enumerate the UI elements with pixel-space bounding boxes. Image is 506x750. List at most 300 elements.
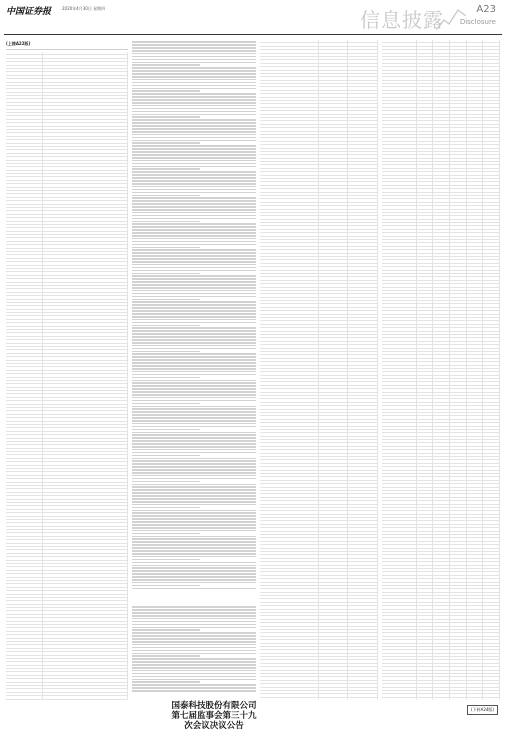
table-cell xyxy=(43,533,128,535)
table-cell xyxy=(483,488,500,490)
table-cell xyxy=(433,508,450,510)
table-cell xyxy=(467,620,484,622)
table-cell xyxy=(433,481,450,483)
table-cell xyxy=(467,474,484,476)
table-cell xyxy=(417,135,434,137)
text-line xyxy=(132,466,256,468)
table-cell xyxy=(382,145,417,147)
table-cell xyxy=(433,542,450,544)
table-cell xyxy=(348,182,378,184)
table-cell xyxy=(43,181,128,183)
table-cell xyxy=(450,627,467,629)
table-cell xyxy=(260,477,319,479)
table-cell xyxy=(260,176,319,178)
table-cell xyxy=(483,94,500,96)
table-cell xyxy=(6,683,43,685)
table-cell xyxy=(483,521,500,523)
table-cell xyxy=(483,291,500,293)
table-cell xyxy=(483,555,500,557)
table-cell xyxy=(433,664,450,666)
table-cell xyxy=(348,135,378,137)
table-cell xyxy=(348,247,378,249)
table-cell xyxy=(319,284,349,286)
text-line xyxy=(132,226,256,228)
table-cell xyxy=(319,87,349,89)
table-cell xyxy=(348,230,378,232)
table-cell xyxy=(382,447,417,449)
table-cell xyxy=(483,369,500,371)
table-cell xyxy=(348,243,378,245)
text-line xyxy=(132,327,256,329)
table-cell xyxy=(382,54,417,56)
table-cell xyxy=(348,104,378,106)
table-cell xyxy=(6,466,43,468)
text-line xyxy=(132,154,256,156)
table-cell xyxy=(382,257,417,259)
table-cell xyxy=(417,610,434,612)
table-cell xyxy=(467,440,484,442)
table-cell xyxy=(319,206,349,208)
text-line xyxy=(132,351,200,353)
table-cell xyxy=(483,159,500,161)
table-cell xyxy=(348,172,378,174)
table-cell xyxy=(467,254,484,256)
table-cell xyxy=(6,550,43,552)
table-cell xyxy=(382,193,417,195)
text-line xyxy=(132,90,200,92)
table-cell xyxy=(43,330,128,332)
table-cell xyxy=(417,179,434,181)
table-cell xyxy=(433,308,450,310)
table-cell xyxy=(417,457,434,459)
table-cell xyxy=(6,439,43,441)
table-cell xyxy=(433,250,450,252)
table-cell xyxy=(417,437,434,439)
table-cell xyxy=(348,281,378,283)
table-cell xyxy=(348,338,378,340)
text-line xyxy=(132,475,256,477)
table-cell xyxy=(348,586,378,588)
table-cell xyxy=(348,335,378,337)
text-line xyxy=(132,96,256,98)
table-cell xyxy=(260,210,319,212)
text-line xyxy=(132,374,256,376)
table-cell xyxy=(43,59,128,61)
table-cell xyxy=(417,226,434,228)
table-cell xyxy=(43,479,128,481)
table-cell xyxy=(382,484,417,486)
table-cell xyxy=(433,532,450,534)
text-line xyxy=(132,478,256,480)
table-cell xyxy=(433,67,450,69)
table-cell xyxy=(382,694,417,696)
table-cell xyxy=(6,537,43,539)
table-cell xyxy=(260,386,319,388)
table-cell xyxy=(260,193,319,195)
text-line xyxy=(132,209,256,211)
table-cell xyxy=(382,389,417,391)
table-cell xyxy=(6,276,43,278)
table-cell xyxy=(319,369,349,371)
table-cell xyxy=(382,288,417,290)
table-cell xyxy=(43,215,128,217)
table-cell xyxy=(319,410,349,412)
table-cell xyxy=(6,422,43,424)
table-cell xyxy=(467,223,484,225)
table-cell xyxy=(483,698,500,700)
table-cell xyxy=(348,321,378,323)
table-cell xyxy=(260,366,319,368)
table-cell xyxy=(450,596,467,598)
table-cell xyxy=(6,120,43,122)
table-cell xyxy=(260,566,319,568)
table-cell xyxy=(483,111,500,113)
table-cell xyxy=(483,165,500,167)
table-cell xyxy=(348,532,378,534)
table-cell xyxy=(467,657,484,659)
text-line xyxy=(132,670,256,672)
text-line xyxy=(132,394,256,396)
table-cell xyxy=(6,527,43,529)
table-cell xyxy=(483,359,500,361)
table-cell xyxy=(433,288,450,290)
text-line xyxy=(132,44,256,46)
table-cell xyxy=(319,288,349,290)
table-cell xyxy=(483,667,500,669)
table-cell xyxy=(483,155,500,157)
table-cell xyxy=(319,491,349,493)
table-cell xyxy=(433,623,450,625)
table-cell xyxy=(483,196,500,198)
table-cell xyxy=(433,393,450,395)
table-cell xyxy=(260,362,319,364)
table-cell xyxy=(467,230,484,232)
table-cell xyxy=(348,694,378,696)
table-cell xyxy=(260,237,319,239)
table-cell xyxy=(417,613,434,615)
table-cell xyxy=(450,657,467,659)
table-cell xyxy=(450,250,467,252)
text-line xyxy=(132,304,256,306)
table-cell xyxy=(348,203,378,205)
table-cell xyxy=(450,345,467,347)
text-line xyxy=(132,186,256,188)
text-line xyxy=(132,676,256,678)
table-cell xyxy=(483,596,500,598)
table-cell xyxy=(348,471,378,473)
table-cell xyxy=(348,410,378,412)
table-cell xyxy=(417,77,434,79)
table-cell xyxy=(483,43,500,45)
text-line xyxy=(132,206,256,208)
text-line xyxy=(132,142,200,144)
table-cell xyxy=(6,59,43,61)
table-cell xyxy=(450,528,467,530)
table-cell xyxy=(417,342,434,344)
table-cell xyxy=(483,50,500,52)
table-cell xyxy=(417,596,434,598)
table-cell xyxy=(467,128,484,130)
table-cell xyxy=(433,84,450,86)
table-cell xyxy=(483,203,500,205)
table-cell xyxy=(260,284,319,286)
table-cell xyxy=(382,355,417,357)
table-cell xyxy=(348,627,378,629)
table-cell xyxy=(6,455,43,457)
table-cell xyxy=(433,145,450,147)
table-cell xyxy=(319,684,349,686)
table-cell xyxy=(417,162,434,164)
table-cell xyxy=(319,264,349,266)
text-line xyxy=(132,290,256,292)
table-cell xyxy=(467,650,484,652)
text-line xyxy=(132,417,256,419)
text-line xyxy=(132,281,256,283)
table-cell xyxy=(260,457,319,459)
table-cell xyxy=(450,74,467,76)
text-line xyxy=(132,609,256,611)
table-cell xyxy=(450,47,467,49)
continued-note: (下转A24版) xyxy=(467,705,498,715)
table-cell xyxy=(260,410,319,412)
table-cell xyxy=(467,393,484,395)
table-cell xyxy=(417,284,434,286)
text-line xyxy=(132,635,256,637)
table-cell xyxy=(467,552,484,554)
table-cell xyxy=(319,240,349,242)
text-line xyxy=(132,463,256,465)
table-cell xyxy=(450,159,467,161)
table-row xyxy=(382,698,500,700)
table-cell xyxy=(319,627,349,629)
table-cell xyxy=(348,301,378,303)
text-line xyxy=(132,606,256,608)
table-cell xyxy=(483,332,500,334)
table-cell xyxy=(382,471,417,473)
table-cell xyxy=(260,660,319,662)
table-cell xyxy=(319,464,349,466)
table-cell xyxy=(348,111,378,113)
table-cell xyxy=(450,467,467,469)
table-cell xyxy=(260,311,319,313)
table-cell xyxy=(483,671,500,673)
table-cell xyxy=(417,677,434,679)
table-cell xyxy=(450,298,467,300)
table-cell xyxy=(433,216,450,218)
table-cell xyxy=(43,628,128,630)
table-cell xyxy=(260,145,319,147)
text-line xyxy=(132,50,256,52)
table-cell xyxy=(6,296,43,298)
table-cell xyxy=(43,83,128,85)
table-cell xyxy=(433,138,450,140)
table-cell xyxy=(260,355,319,357)
table-cell xyxy=(450,559,467,561)
table-cell xyxy=(433,355,450,357)
table-cell xyxy=(450,427,467,429)
table-cell xyxy=(43,303,128,305)
table-cell xyxy=(417,332,434,334)
table-cell xyxy=(319,250,349,252)
table-cell xyxy=(260,57,319,59)
table-cell xyxy=(43,320,128,322)
table-cell xyxy=(467,176,484,178)
table-cell xyxy=(417,688,434,690)
table-cell xyxy=(348,498,378,500)
table-cell xyxy=(467,443,484,445)
table-cell xyxy=(319,542,349,544)
table-cell xyxy=(467,135,484,137)
table-cell xyxy=(348,74,378,76)
continued-from-note: (上接A22版) xyxy=(6,41,31,46)
table-cell xyxy=(43,188,128,190)
table-cell xyxy=(417,654,434,656)
table-cell xyxy=(6,564,43,566)
table-cell xyxy=(483,433,500,435)
table-cell xyxy=(417,593,434,595)
table-cell xyxy=(417,416,434,418)
table-cell xyxy=(6,520,43,522)
table-cell xyxy=(260,223,319,225)
table-cell xyxy=(417,247,434,249)
table-cell xyxy=(382,549,417,551)
table-cell xyxy=(467,104,484,106)
table-cell xyxy=(319,599,349,601)
table-cell xyxy=(417,430,434,432)
table-cell xyxy=(382,199,417,201)
table-cell xyxy=(483,169,500,171)
table-cell xyxy=(433,501,450,503)
table-cell xyxy=(6,354,43,356)
table-cell xyxy=(467,647,484,649)
table-cell xyxy=(467,193,484,195)
table-cell xyxy=(467,226,484,228)
table-cell xyxy=(319,640,349,642)
table-cell xyxy=(417,257,434,259)
table-cell xyxy=(467,47,484,49)
table-cell xyxy=(319,308,349,310)
table-cell xyxy=(348,366,378,368)
table-cell xyxy=(417,521,434,523)
table-cell xyxy=(433,118,450,120)
text-line xyxy=(132,385,256,387)
text-line xyxy=(132,125,256,127)
table-cell xyxy=(450,671,467,673)
table-cell xyxy=(483,393,500,395)
table-cell xyxy=(260,460,319,462)
table-cell xyxy=(450,291,467,293)
table-cell xyxy=(348,91,378,93)
table-cell xyxy=(483,277,500,279)
table-cell xyxy=(483,484,500,486)
table-cell xyxy=(483,325,500,327)
table-cell xyxy=(417,681,434,683)
table-cell xyxy=(467,196,484,198)
table-cell xyxy=(6,66,43,68)
table-cell xyxy=(417,64,434,66)
table-cell xyxy=(348,369,378,371)
text-line xyxy=(132,432,256,434)
table-cell xyxy=(348,81,378,83)
table-cell xyxy=(348,318,378,320)
table-cell xyxy=(450,362,467,364)
table-cell xyxy=(43,635,128,637)
table-cell xyxy=(6,686,43,688)
table-cell xyxy=(382,623,417,625)
table-cell xyxy=(43,171,128,173)
table-cell xyxy=(260,688,319,690)
table-cell xyxy=(433,677,450,679)
table-cell xyxy=(319,589,349,591)
table-cell xyxy=(6,459,43,461)
table-cell xyxy=(483,423,500,425)
table-cell xyxy=(433,498,450,500)
table-cell xyxy=(260,437,319,439)
table-cell xyxy=(43,120,128,122)
table-cell xyxy=(433,667,450,669)
table-cell xyxy=(319,67,349,69)
table-cell xyxy=(382,399,417,401)
table-cell xyxy=(260,443,319,445)
table-cell xyxy=(433,416,450,418)
table-cell xyxy=(382,220,417,222)
table-cell xyxy=(450,667,467,669)
table-cell xyxy=(319,54,349,56)
table-cell xyxy=(417,599,434,601)
table-cell xyxy=(43,557,128,559)
table-cell xyxy=(382,396,417,398)
table-cell xyxy=(319,40,349,42)
table-cell xyxy=(319,315,349,317)
table-cell xyxy=(43,405,128,407)
table-cell xyxy=(433,135,450,137)
table-cell xyxy=(483,125,500,127)
table-cell xyxy=(483,352,500,354)
text-line xyxy=(132,408,256,410)
text-line xyxy=(132,348,256,350)
table-cell xyxy=(483,189,500,191)
table-cell xyxy=(417,562,434,564)
table-cell xyxy=(260,488,319,490)
table-cell xyxy=(433,576,450,578)
table-cell xyxy=(483,410,500,412)
table-cell xyxy=(6,293,43,295)
text-line xyxy=(132,330,256,332)
table-cell xyxy=(348,186,378,188)
table-cell xyxy=(483,281,500,283)
table-cell xyxy=(433,644,450,646)
table-cell xyxy=(260,562,319,564)
table-cell xyxy=(6,147,43,149)
table-cell xyxy=(260,393,319,395)
text-line xyxy=(132,241,256,243)
text-line xyxy=(132,460,256,462)
table-cell xyxy=(382,620,417,622)
table-cell xyxy=(348,572,378,574)
text-line xyxy=(132,414,256,416)
table-cell xyxy=(43,662,128,664)
table-cell xyxy=(348,128,378,130)
table-cell xyxy=(433,474,450,476)
table-cell xyxy=(450,101,467,103)
table-cell xyxy=(319,196,349,198)
table-cell xyxy=(260,491,319,493)
table-cell xyxy=(348,528,378,530)
table-cell xyxy=(433,477,450,479)
table-cell xyxy=(483,355,500,357)
table-cell xyxy=(417,352,434,354)
table-cell xyxy=(348,149,378,151)
